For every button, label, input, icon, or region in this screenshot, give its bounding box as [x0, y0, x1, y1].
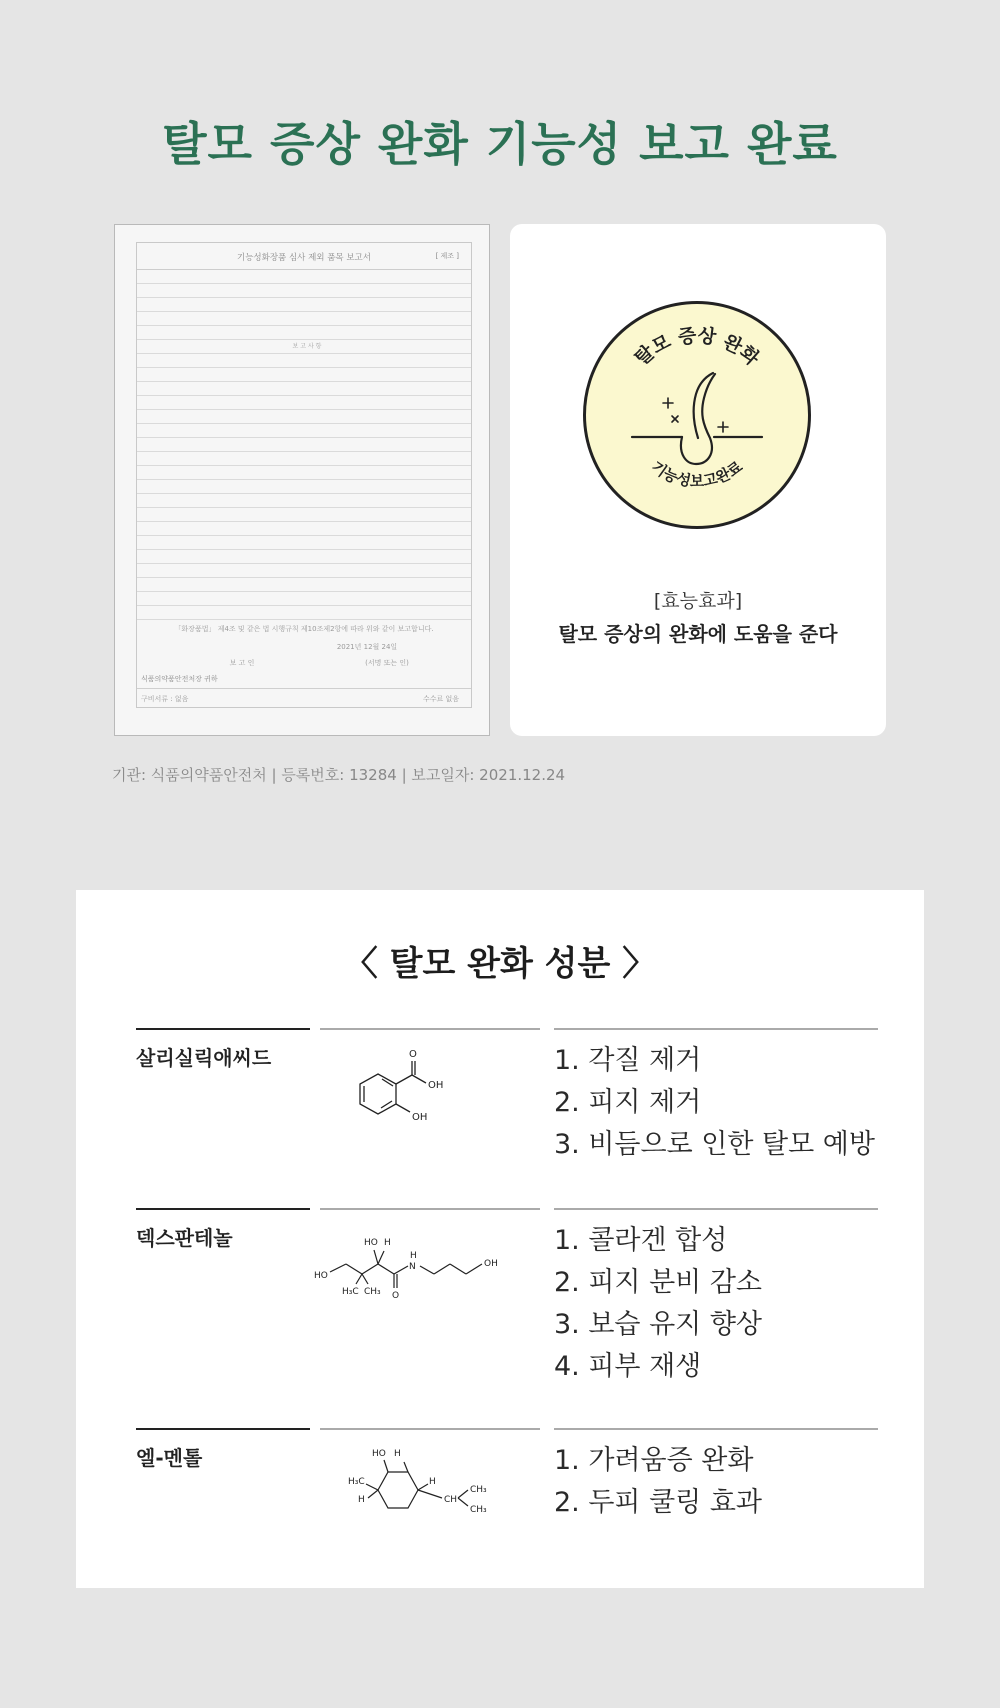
form-row — [137, 298, 471, 312]
report-form — [136, 242, 472, 708]
divider — [554, 1028, 878, 1030]
atom-label: HO — [372, 1449, 386, 1459]
divider — [136, 1208, 310, 1210]
divider — [320, 1208, 540, 1210]
hair-follicle-icon — [632, 373, 762, 464]
form-row — [137, 606, 471, 620]
form-row — [137, 452, 471, 466]
ingredient-effects — [554, 1040, 875, 1166]
badge-bottom-text: 기능성보고완료 — [647, 457, 747, 491]
form-row — [137, 480, 471, 494]
form-row — [137, 550, 471, 564]
atom-label: OH — [428, 1080, 444, 1091]
ingredient-row — [136, 1028, 878, 1198]
atom-label: O — [392, 1291, 400, 1301]
salicylic-acid-structure-icon — [312, 1040, 512, 1140]
atom-label: CH — [444, 1495, 458, 1505]
atom-label: OH — [412, 1112, 428, 1123]
form-row — [137, 410, 471, 424]
effect-item: 2. 두피 쿨링 효과 — [554, 1487, 763, 1518]
form-row — [137, 312, 471, 326]
atom-label: H₃C — [348, 1477, 365, 1487]
ingredient-name: 엘-멘톨 — [136, 1446, 203, 1470]
form-fee-right: 수수료 없음 — [422, 695, 459, 703]
form-row — [137, 424, 471, 438]
form-row — [137, 368, 471, 382]
atom-label: N — [409, 1262, 416, 1272]
page-title: 탈모 증상 완화 기능성 보고 완료 — [162, 117, 838, 171]
report-form-title: 기능성화장품 심사 제외 품목 보고서 — [237, 253, 371, 263]
dexpanthenol-structure-icon — [312, 1220, 527, 1320]
form-row — [137, 578, 471, 592]
badge-graphic — [586, 304, 808, 526]
divider — [320, 1428, 540, 1430]
form-row — [137, 466, 471, 480]
atom-label: HO — [364, 1238, 378, 1248]
divider — [136, 1428, 310, 1430]
report-document-image — [114, 224, 490, 736]
ingredient-name: 살리실릭애씨드 — [136, 1046, 272, 1070]
ingredient-row — [136, 1428, 878, 1558]
effect-item: 2. 피지 제거 — [554, 1087, 702, 1118]
atom-label: CH₃ — [470, 1505, 487, 1515]
form-row — [137, 396, 471, 410]
ingredient-effects — [554, 1440, 762, 1524]
ingredient-effects — [554, 1220, 762, 1388]
form-section-label: 보 고 사 항 — [137, 340, 471, 354]
effect-item: 3. 보습 유지 향상 — [554, 1309, 763, 1340]
effect-label: [효능효과] — [653, 590, 743, 612]
effect-item: 1. 콜라겐 합성 — [554, 1225, 728, 1256]
form-row — [137, 508, 471, 522]
badge-top-text: 탈모 증상 완화 — [630, 324, 764, 370]
form-row — [137, 564, 471, 578]
report-form-tag: [ 제조 ] — [435, 252, 459, 260]
form-fee-left: 구비서류 : 없음 — [141, 695, 189, 703]
form-row — [137, 270, 471, 284]
effect-item: 3. 비듬으로 인한 탈모 예방 — [554, 1129, 875, 1160]
ingredients-title: 〈 탈모 완화 성분 〉 — [343, 944, 657, 984]
atom-label: HO — [314, 1271, 328, 1281]
form-row — [137, 326, 471, 340]
divider — [554, 1428, 878, 1430]
divider — [554, 1208, 878, 1210]
form-row — [137, 438, 471, 452]
form-footer — [137, 688, 471, 707]
badge-card — [510, 224, 886, 736]
divider — [136, 1028, 310, 1030]
form-row — [137, 536, 471, 550]
form-row — [137, 382, 471, 396]
atom-label: H — [358, 1495, 365, 1505]
source-caption: 기관: 식품의약품안전처 | 등록번호: 13284 | 보고일자: 2021.12.24 — [112, 766, 566, 784]
atom-label: H₃C — [342, 1287, 359, 1297]
form-reporter-label: 보 고 인 — [229, 659, 255, 667]
form-signature-label: (서명 또는 인) — [365, 659, 409, 667]
certification-badge — [583, 301, 811, 529]
atom-label: H — [394, 1449, 401, 1459]
ingredient-row — [136, 1208, 878, 1418]
report-form-header — [137, 243, 471, 270]
atom-label: H — [384, 1238, 391, 1248]
ingredient-name: 덱스판테놀 — [136, 1226, 233, 1250]
form-date: 2021년 12월 24일 — [336, 643, 398, 651]
effect-item: 1. 각질 제거 — [554, 1045, 702, 1076]
effect-item: 2. 피지 분비 감소 — [554, 1267, 763, 1298]
effect-item: 1. 가려움증 완화 — [554, 1445, 754, 1476]
atom-label: OH — [484, 1259, 498, 1269]
atom-label: CH₃ — [470, 1485, 487, 1495]
form-row — [137, 494, 471, 508]
form-row — [137, 592, 471, 606]
form-recipient: 식품의약품안전처장 귀하 — [141, 675, 218, 683]
atom-label: H — [429, 1477, 436, 1487]
form-row — [137, 354, 471, 368]
atom-label: CH₃ — [364, 1287, 381, 1297]
menthol-structure-icon — [312, 1440, 512, 1530]
effect-description: 탈모 증상의 완화에 도움을 준다 — [558, 622, 838, 646]
form-row — [137, 522, 471, 536]
atom-label: H — [410, 1251, 417, 1261]
divider — [320, 1028, 540, 1030]
atom-label: O — [409, 1049, 417, 1060]
form-row — [137, 284, 471, 298]
effect-item: 4. 피부 재생 — [554, 1351, 702, 1382]
form-body-text: 「화장품법」 제4조 및 같은 법 시행규칙 제10조제2항에 따라 위와 같이 보고합니다. — [174, 625, 434, 633]
ingredients-panel — [76, 890, 924, 1588]
